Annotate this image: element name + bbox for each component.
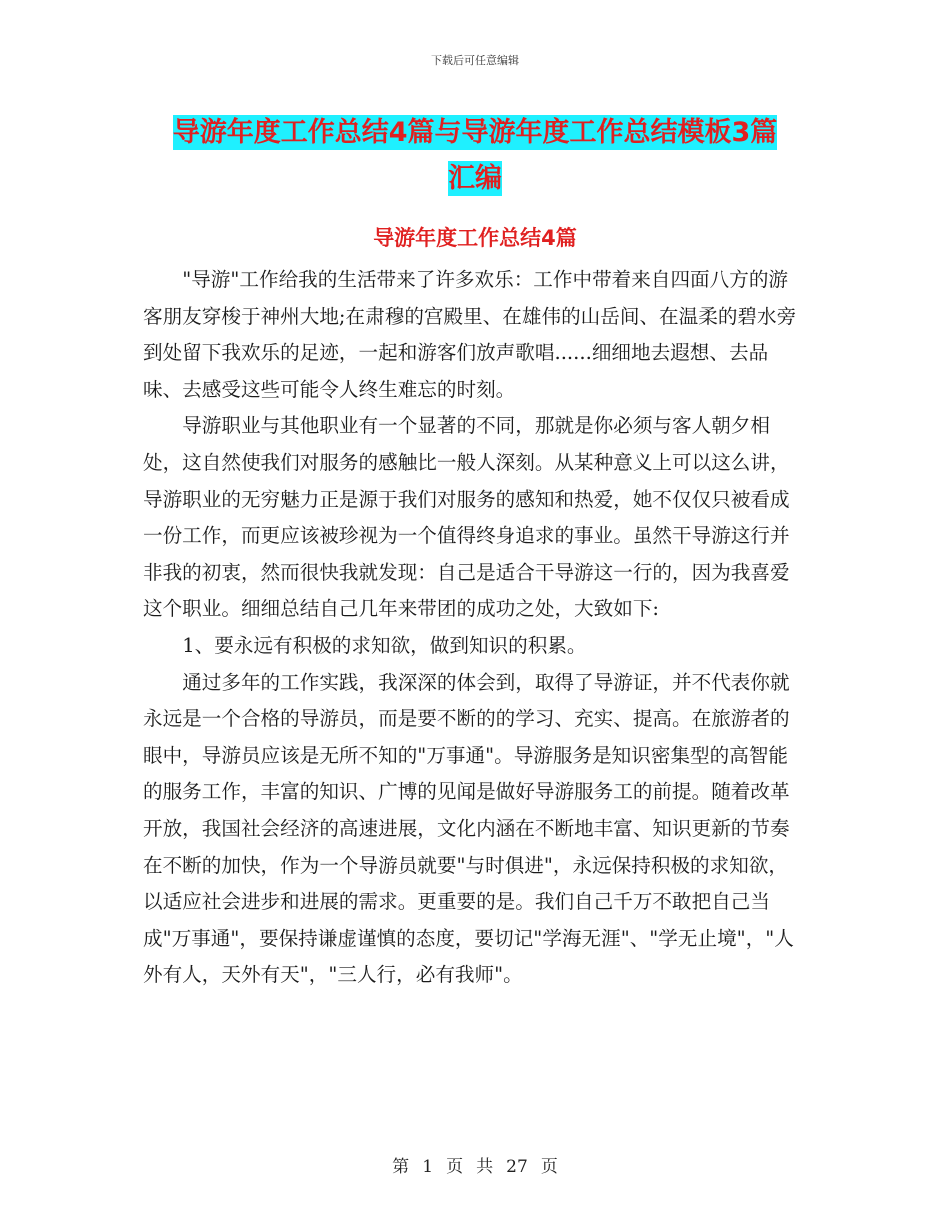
- header-note: 下载后可任意编辑: [431, 54, 519, 67]
- paragraph: 导游职业与其他职业有一个显著的不同，那就是你必须与客人朝夕相处，这自然使我们对服务的感触比一般人深刻。从某种意义上可以这么讲，导游职业的无穷魅力正是源于我们对服务的感知和热爱，她不仅仅只被看成一份工作，而更应该被珍视为一个值得终身追求的事业。虽然干导游这行并非我的初衷，然而很快我就发现：自己是适合干导游这一行的，因为我喜爱这个职业。细细总结自己几年来带团的成功之处，大致如下:: [143, 414, 790, 621]
- document-title-line-1: 导游年度工作总结4篇与导游年度工作总结模板3篇: [172, 117, 778, 148]
- document-title: [143, 110, 807, 202]
- paragraph: 1、要永远有积极的求知欲，做到知识的积累。: [182, 633, 587, 657]
- document-title-line-2: 汇编: [448, 163, 502, 194]
- document-body: [143, 262, 807, 994]
- paragraph: 通过多年的工作实践，我深深的体会到，取得了导游证，并不代表你就永远是一个合格的导游员，而是要不断的的学习、充实、提高。在旅游者的眼中，导游员应该是无所不知的"万事通"。导游服务是知识密集型的高智能的服务工作，丰富的知识、广博的见闻是做好导游服务工的前提。随着改革开放，我国社会经济的高速进展，文化内涵在不断地丰富、知识更新的节奏在不断的加快，作为一个导游员就要"与时俱进"，永远保持积极的求知欲，以适应社会进步和进展的需求。更重要的是。我们自己千万不敢把自己当成"万事通"，要保持谦虚谨慎的态度，要切记"学海无涯"、"学无止境"，"人外有人，天外有天"，"三人行，必有我师"。: [143, 670, 794, 987]
- page-footer: 第 1 页 共 27 页: [392, 1157, 558, 1177]
- section-title: 导游年度工作总结4篇: [373, 226, 577, 250]
- paragraph: "导游"工作给我的生活带来了许多欢乐：工作中带着来自四面八方的游客朋友穿梭于神州大地;在肃穆的宫殿里、在雄伟的山岳间、在温柔的碧水旁到处留下我欢乐的足迹，一起和游客们放声歌唱......细细地去遐想、去品味、去感受这些可能令人终生难忘的时刻。: [143, 268, 797, 401]
